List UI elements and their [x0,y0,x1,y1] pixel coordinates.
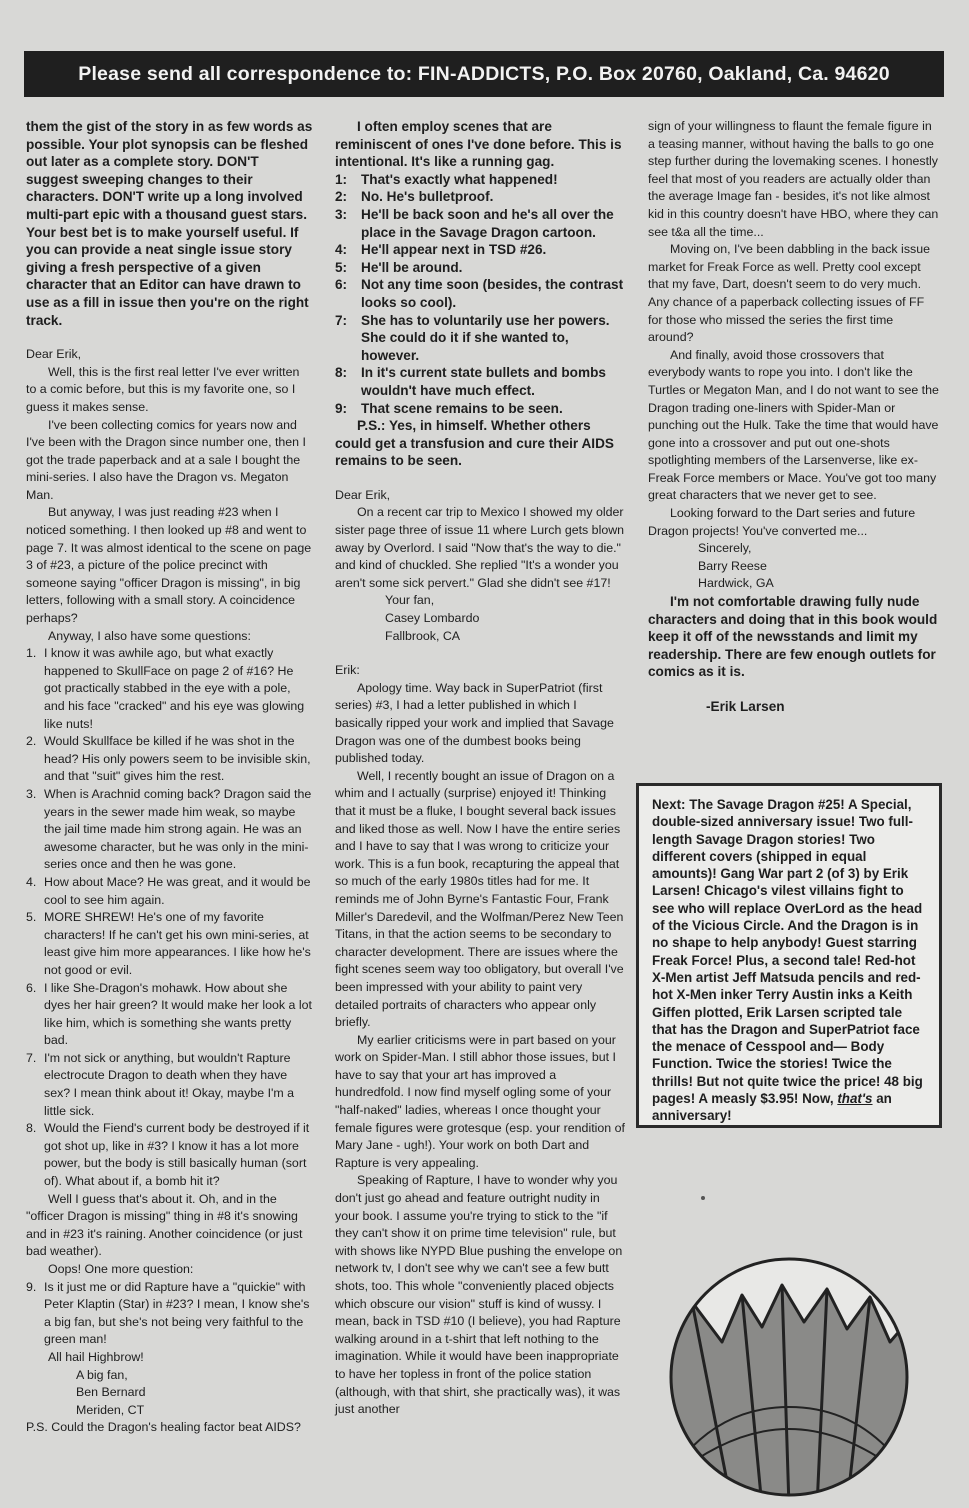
letter1-paragraph: Oops! One more question: [48,1262,194,1276]
answer-item: 6: Not any time soon (besides, the contrast looks so cool). [335,277,624,310]
question-item: 9. Is it just me or did Rapture have a "quickie" with Peter Klaptin (Star) in #23? I mean, I know she's a big fan, but she's not being very faithful to the green man! [26,1279,310,1347]
editor-signature: -Erik Larsen [706,699,785,714]
letter3-paragraph: Well, I recently bought an issue of Dragon on a whim and I actually (surprise) enjoyed it! Thinking that it must be a fluke, I bought several back issues and liked those as well. Now I have the entire series and I have to say that I was wrong to criticize your work. This is a fun book, recapturing the appeal that so much of the early 1980s titles had for me. It reminds me of John Byrne's Fantastic Four, Frank Miller's Daredevil, and the Wolfman/Perez New Teen Titans, in that the action seems to be secondary to character development. There are issues where the fight scenes seem way too obligatory, but overall I've been impressed with your ability to paint very detailed portraits of characters who appear only briefly. [335,768,624,1030]
dragon-fin-icon [632,1207,946,1497]
editor-reply-continued: them the gist of the story in as few words as possible. Your plot synopsis can be fleshed out later as a complete story. DON'T suggest sweeping changes to their characters. DON'T write up a long involved multi-part epic with a thousand guest stars. Your best bet is to make yourself useful. If you can provide a neat single issue story giving a fresh perspective of a given character that an Editor can have drawn to use as a fill in issue then you're on the right track. [26,119,313,328]
answer-item: 7: She has to voluntarily use her powers. She could do it if she wanted to, however. [335,312,610,363]
answer-item: 1: That's exactly what happened! [335,171,558,187]
letter3-paragraph: Apology time. Way back in SuperPatriot (first series) #3, I had a letter published in which I basically ripped your work and implied that Savage Dragon was one of the dumbest books being published today. [335,680,614,766]
letter1-paragraph: All hail Highbrow! [48,1349,144,1364]
question-item: 7. I'm not sick or anything, but wouldn't Rapture electrocute Dragon to death when they have sex? I mean think about it! Okay, maybe I'm a little sick. [26,1050,295,1118]
question-item: 1. I know it was awhile ago, but what exactly happened to SkullFace on page 2 of #16? He got practically stabbed in the eye with a pole, and his face "cracked" and his eye was glowing like nuts! [26,646,305,731]
answer-item: 2: No. He's bulletproof. [335,189,494,205]
editor-reply-intro: I often employ scenes that are reminiscent of ones I've done before. This is intentional. It's like a running gag. [335,119,622,170]
letter1-author: Ben Bernard [76,1385,146,1400]
letter1-salutation: Dear Erik, [26,347,82,362]
answer-item: 9: That scene remains to be seen. [335,400,563,416]
letter1-paragraph: Well, this is the first real letter I've ever written to a comic before, but this is my favorite one, so I guess it makes sense. [26,364,300,414]
letter2-signoff: Your fan, [385,593,435,608]
letter1-paragraph: Anyway, I also have some questions: [48,628,251,643]
letter3-paragraph: Moving on, I've been dabbling in the back issue market for Freak Force as well. Pretty cool except that my fave, Dart, doesn't seem to do very much. Any chance of a paperback collecting issues of FF for those who missed the series the first time around? [648,242,930,345]
letter3-location: Hardwick, GA [698,576,774,591]
column-1 [26,118,313,1437]
letter3-author: Barry Reese [698,558,767,573]
letter1-paragraph: But anyway, I was just reading #23 when I noticed something. I then looked up #8 and went to page 7. It was almost identical to the scene on page 3 of #23, a picture of the police precinct with someone saying "officer Dragon is missing", in big letters, following with a small story. A coincidence perhaps? [26,505,312,626]
question-item: 3. When is Arachnid coming back? Dragon said the years in the sewer made him weak, so maybe the jail time made him strong again. He was an awesome character, but he was only in the mini-series once and then he was gone. [26,786,312,872]
letter3-paragraph: And finally, avoid those crossovers that everybody wants to rope you into. I don't like the Turtles or Megaton Man, and I do not want to see the Dragon trading one-liners with Spider-Man or punching out the Hulk. Take the time that would have gone into a crossover and put out one-shots spotlighting members of the Larsenverse, like ex-Freak Force members or Mace. You've got too many great characters that we never get to see. [648,347,939,503]
question-item: 6. I like She-Dragon's mohawk. How about she dyes her hair green? It would make her look a lot like him, which is something she wants pretty bad. [26,980,312,1048]
letter1-ps: P.S. Could the Dragon's healing factor beat AIDS? [26,1420,301,1435]
letter1-location: Meriden, CT [76,1402,145,1417]
column-3 [648,118,941,716]
letter3-paragraph: Speaking of Rapture, I have to wonder why you don't just go ahead and feature outright nudity in your book. I assume you're trying to stick to the "if they can't show it on prime time television" rule, but with shows like NYPD Blue pushing the envelope on network tv, I don't see why we can't see a few butt shots, too. This whole "conveniently placed objects which obscure our vision" stuff is kind of wussy. I mean, back in TSD #10 (I believe), you had Rapture walking around in a t-shirt that left nothing to the imagination. While it would have been inappropriate to have her topless in front of the police station (although, with that shirt, she practically was), it was just another [335,1173,623,1417]
letter3-paragraph: Looking forward to the Dart series and future Dragon projects! You've converted me... [648,506,916,538]
answer-item: 8: In it's current state bullets and bombs wouldn't have much effect. [335,365,606,398]
next-issue-text: Next: The Savage Dragon #25! A Special, double-sized anniversary issue! Two full-length Savage Dragon stories! Two different covers (shipped in equal amounts)! Gang War part 2 (of 3) by Erik Larsen! Chicago's vilest villains fight to see who will replace OverLord as the head of the Vicious Circle. And the Dragon is in no shape to help anybody! Guest starring Freak Force! Plus, a second tale! Red-hot X-Men artist Jeff Matsuda pencils and red-hot X-Men inker Terry Austin inks a Keith Giffen plotted, Erik Larsen scripted tale that has the Dragon and SuperPatriot face the menace of Cesspool and— Body Function. Twice the stories! Twice the thrills! But not quite twice the price! 48 big pages! A measly $3.95! Now, [652,797,923,1107]
column-2 [335,118,627,1419]
letter1-paragraph: I've been collecting comics for years now and I've been with the Dragon since number one, then I got the trade paperback and at a sale I bought the mini-series. I also have the Dragon vs. Megaton Man. [26,417,306,502]
next-issue-emphasis: that's [837,1091,873,1107]
next-issue-box [636,783,942,1128]
letter1-signoff: A big fan, [76,1367,128,1382]
letter3-salutation: Erik: [335,663,360,678]
next-issue-tail: an anniversary! [652,1091,892,1124]
editor-reply: I'm not comfortable drawing fully nude characters and doing that in this book would keep it off of the newsstands and limit my readership. There are few enough outlets for comics as it is. [648,594,938,680]
question-item: 8. Would the Fiend's current body be destroyed if it got shot up, like in #3? I know it has a lot more power, but the body is still basically human (sort of). What about if, a bomb hit it? [26,1121,310,1189]
letter3-paragraph: sign of your willingness to flaunt the female figure in a teasing manner, without having the balls to go one step further during the lovemaking scenes. I honestly feel that most of you readers are actually older than the average Image fan - besides, it's not like almost kid in this country doesn't have HBO, where they can see t&a all the time... [648,119,939,239]
letter2-author: Casey Lombardo [385,611,480,626]
answer-item: 4: He'll appear next in TSD #26. [335,242,547,258]
letter1-paragraph: Well I guess that's about it. Oh, and in the "officer Dragon is missing" thing in #8 it's snowing and in #23 it's raining. Another coincidence (or just bad weather). [26,1191,303,1259]
letter3-signoff: Sincerely, [698,541,752,556]
letter2-location: Fallbrook, CA [385,628,461,643]
correspondence-banner: Please send all correspondence to: FIN-ADDICTS, P.O. Box 20760, Oakland, Ca. 94620 [24,51,944,97]
letter2-salutation: Dear Erik, [335,487,391,502]
letter2-paragraph: On a recent car trip to Mexico I showed my older sister page three of issue 11 where Lurch gets blown away by Overlord. I said "Now that's the way to die." and kind of chuckled. She replied "It's a wonder you aren't some sick pervert." Glad she didn't see #17! [335,505,625,590]
question-item: 2. Would Skullface be killed if he was shot in the head? His only powers seem to be invisible skin, and that "suit" gives him the rest. [26,734,311,784]
letter3-paragraph: My earlier criticisms were in part based on your work on Spider-Man. I still abhor those issues, but I have to say that your art has improved a hundredfold. I now find myself ogling some of your "half-naked" ladies, whereas I once thought your female figures were grotesque (esp. your rendition of Mary Jane - ugh!). Your work on both Dart and Rapture is very appealing. [335,1032,625,1170]
answer-item: 5: He'll be around. [335,259,463,275]
question-item: 4. How about Mace? He was great, and it would be cool to see him again. [26,874,311,907]
editor-reply-ps: P.S.: Yes, in himself. Whether others could get a transfusion and cure their AIDS remains to be seen. [335,418,614,469]
speck [701,1196,705,1200]
question-item: 5. MORE SHREW! He's one of my favorite characters! If he can't get his own mini-series, at least give him more appearances. I like how he's not good or evil. [26,910,311,977]
answer-item: 3: He'll be back soon and he's all over the place in the Savage Dragon cartoon. [335,206,614,240]
